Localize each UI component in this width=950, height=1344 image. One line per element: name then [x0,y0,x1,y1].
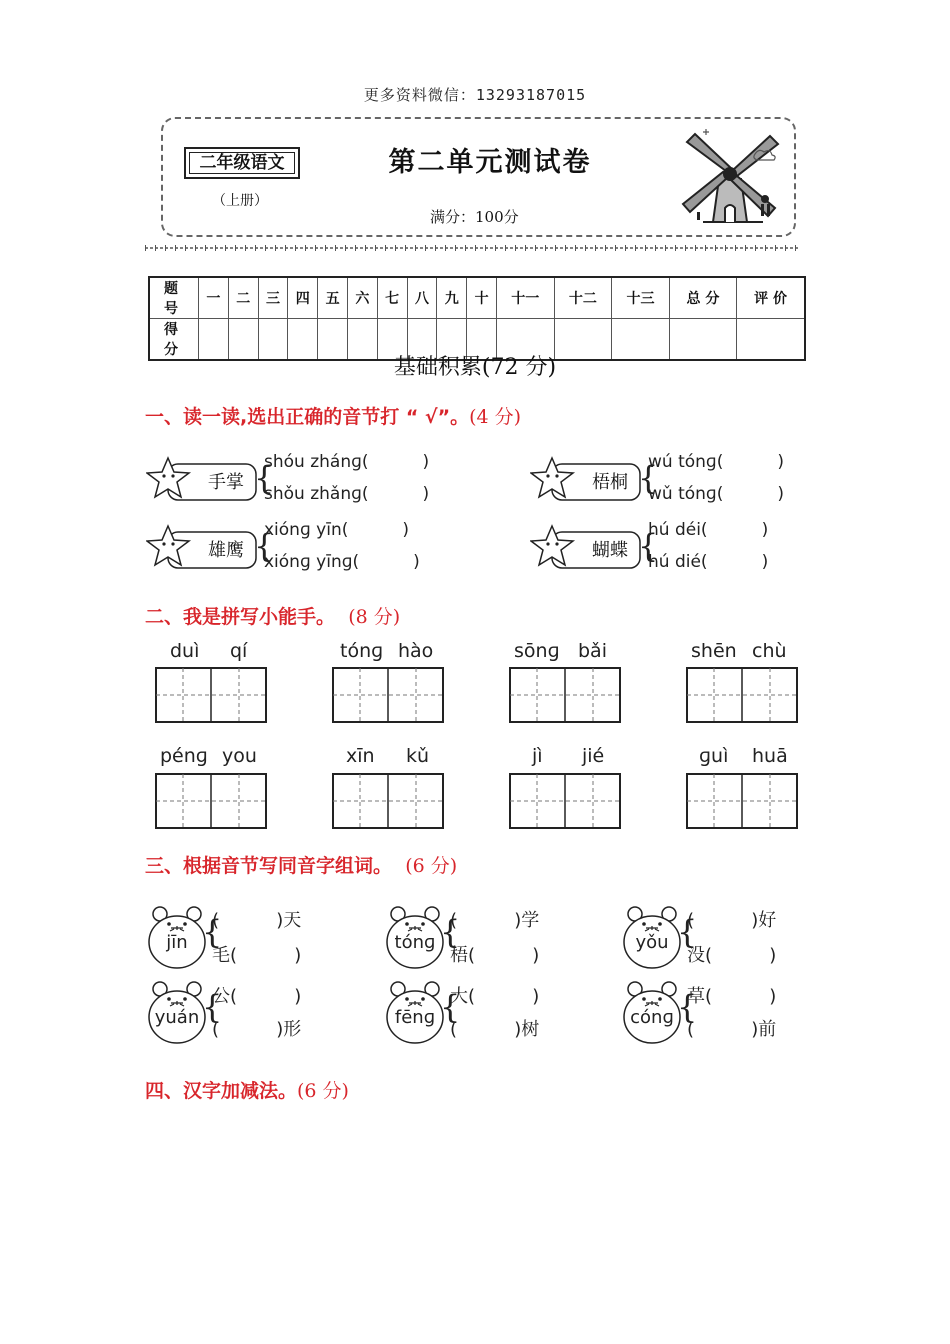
fill-blank[interactable]: 没( ) [687,945,777,966]
mouse-pinyin: yǒu [635,932,669,953]
brace-icon: { [440,913,461,951]
mouse-pinyin: yuán [154,1007,200,1028]
score-header-cell: 十 [467,277,497,319]
pinyin-option[interactable]: xiónɡ yīnɡ( ) [264,552,420,572]
writing-grid[interactable] [686,773,798,829]
basics-heading: 基础积累(72 分) [393,355,557,380]
word-label: 蝴蝶 [592,540,628,561]
fill-blank[interactable]: 大( ) [450,986,540,1007]
pinyin-syllable: kǔ [406,745,430,767]
pinyin-syllable: hào [398,640,434,662]
score-table [148,276,806,361]
brace-icon: { [440,988,461,1026]
section3-points: (6 分) [405,855,458,877]
brace-icon: { [677,913,698,951]
section4-title-text: 四、汉字加减法。 [145,1080,298,1102]
volume-label: （上册） [212,193,268,209]
divider-line [145,244,800,252]
section4-title [145,1076,349,1103]
pinyin-syllable: you [222,745,257,767]
score-header-cell: 四 [288,277,318,319]
writing-grid[interactable] [155,667,267,723]
section3-title [145,851,457,878]
score-header-cell: 总 分 [669,277,736,319]
section1-title [145,402,521,429]
writing-grid[interactable] [509,773,621,829]
fill-blank[interactable]: 毛( ) [212,945,302,966]
pinyin-syllable: chù [752,640,787,662]
pinyin-syllable: jì [532,745,543,767]
windmill-illustration [675,124,790,232]
section2-points: (8 分) [348,606,401,628]
full-score: 满分：100分 [430,208,519,226]
pinyin-syllable: tónɡ [340,640,384,662]
writing-grid[interactable] [686,667,798,723]
score-header-cell: 八 [407,277,437,319]
score-header-cell: 三 [258,277,288,319]
brace-icon: { [638,459,659,497]
fill-blank[interactable]: ( )形 [212,1019,302,1040]
fill-blank[interactable]: ( )天 [212,910,302,931]
mouse-pinyin: fēnɡ [394,1007,436,1028]
contact-line: 更多资料微信：13293187015 [363,86,587,104]
word-label: 梧桐 [592,472,628,493]
fill-blank[interactable]: ( )树 [450,1019,540,1040]
pinyin-syllable: qí [230,640,248,662]
pinyin-syllable: ɡuì [699,745,729,767]
writing-grid[interactable] [332,773,444,829]
grade-badge: 二年级语文 [184,147,300,179]
fill-blank[interactable]: 梧( ) [450,945,540,966]
pinyin-syllable: jié [582,745,605,767]
brace-icon: { [254,459,275,497]
score-row-label: 得 分 [149,319,199,361]
pinyin-syllable: pénɡ [160,745,208,767]
fill-blank[interactable]: 公( ) [212,986,302,1007]
fill-blank[interactable]: ( )前 [687,1019,777,1040]
pinyin-syllable: bǎi [578,640,607,662]
word-label: 雄鹰 [208,540,244,561]
word-tag-wutong [530,456,642,508]
pinyin-option[interactable]: xiónɡ yīn( ) [264,520,410,540]
writing-grid[interactable] [509,667,621,723]
pinyin-syllable: sōnɡ [514,640,560,662]
section2-title [145,602,400,629]
pinyin-syllable: duì [170,640,200,662]
pinyin-option[interactable]: hú déi( ) [648,520,769,540]
word-tag-xiongying [146,524,258,576]
brace-icon: { [202,988,223,1026]
brace-icon: { [254,527,275,565]
score-header-cell: 十一 [496,277,554,319]
score-header-cell: 题 号 [149,277,199,319]
brace-icon: { [677,988,698,1026]
score-header-cell: 评 价 [737,277,805,319]
mouse-pinyin: tónɡ [394,932,436,953]
pinyin-option[interactable]: wǔ tónɡ( ) [648,484,785,504]
section1-title-text: 一、读一读,选出正确的音节打 “ √”。 [145,406,470,428]
section3-title-text: 三、根据音节写同音字组词。 [145,855,393,877]
mouse-pinyin: jīn [166,932,188,953]
pinyin-option[interactable]: shǒu zhǎnɡ( ) [264,484,430,504]
word-label: 手掌 [208,472,244,493]
pinyin-option[interactable]: shóu zhánɡ( ) [264,452,430,472]
fill-blank[interactable]: 草( ) [687,986,777,1007]
writing-grid[interactable] [155,773,267,829]
score-header-cell: 五 [318,277,348,319]
pinyin-syllable: shēn [691,640,737,662]
pinyin-option[interactable]: hú dié( ) [648,552,769,572]
page-title: 第二单元测试卷 [388,147,592,178]
pinyin-option[interactable]: wú tónɡ( ) [648,452,785,472]
pinyin-syllable: xīn [346,745,375,767]
pinyin-syllable: huā [752,745,788,767]
brace-icon: { [638,527,659,565]
score-header-cell: 十二 [554,277,612,319]
word-tag-shouzhang [146,456,258,508]
mouse-pinyin: cónɡ [630,1007,674,1028]
word-tag-hudie [530,524,642,576]
score-header-cell: 六 [347,277,377,319]
fill-blank[interactable]: ( )好 [687,910,777,931]
section2-title-text: 二、我是拼写小能手。 [145,606,336,628]
fill-blank[interactable]: ( )学 [450,910,540,931]
section4-points: (6 分) [297,1080,349,1102]
section1-points: (4 分) [469,406,522,428]
score-header-cell: 九 [437,277,467,319]
writing-grid[interactable] [332,667,444,723]
brace-icon: { [202,913,223,951]
score-table-header-row [149,277,805,319]
score-header-cell: 二 [228,277,258,319]
score-header-cell: 一 [199,277,229,319]
score-header-cell: 十三 [612,277,670,319]
score-header-cell: 七 [377,277,407,319]
